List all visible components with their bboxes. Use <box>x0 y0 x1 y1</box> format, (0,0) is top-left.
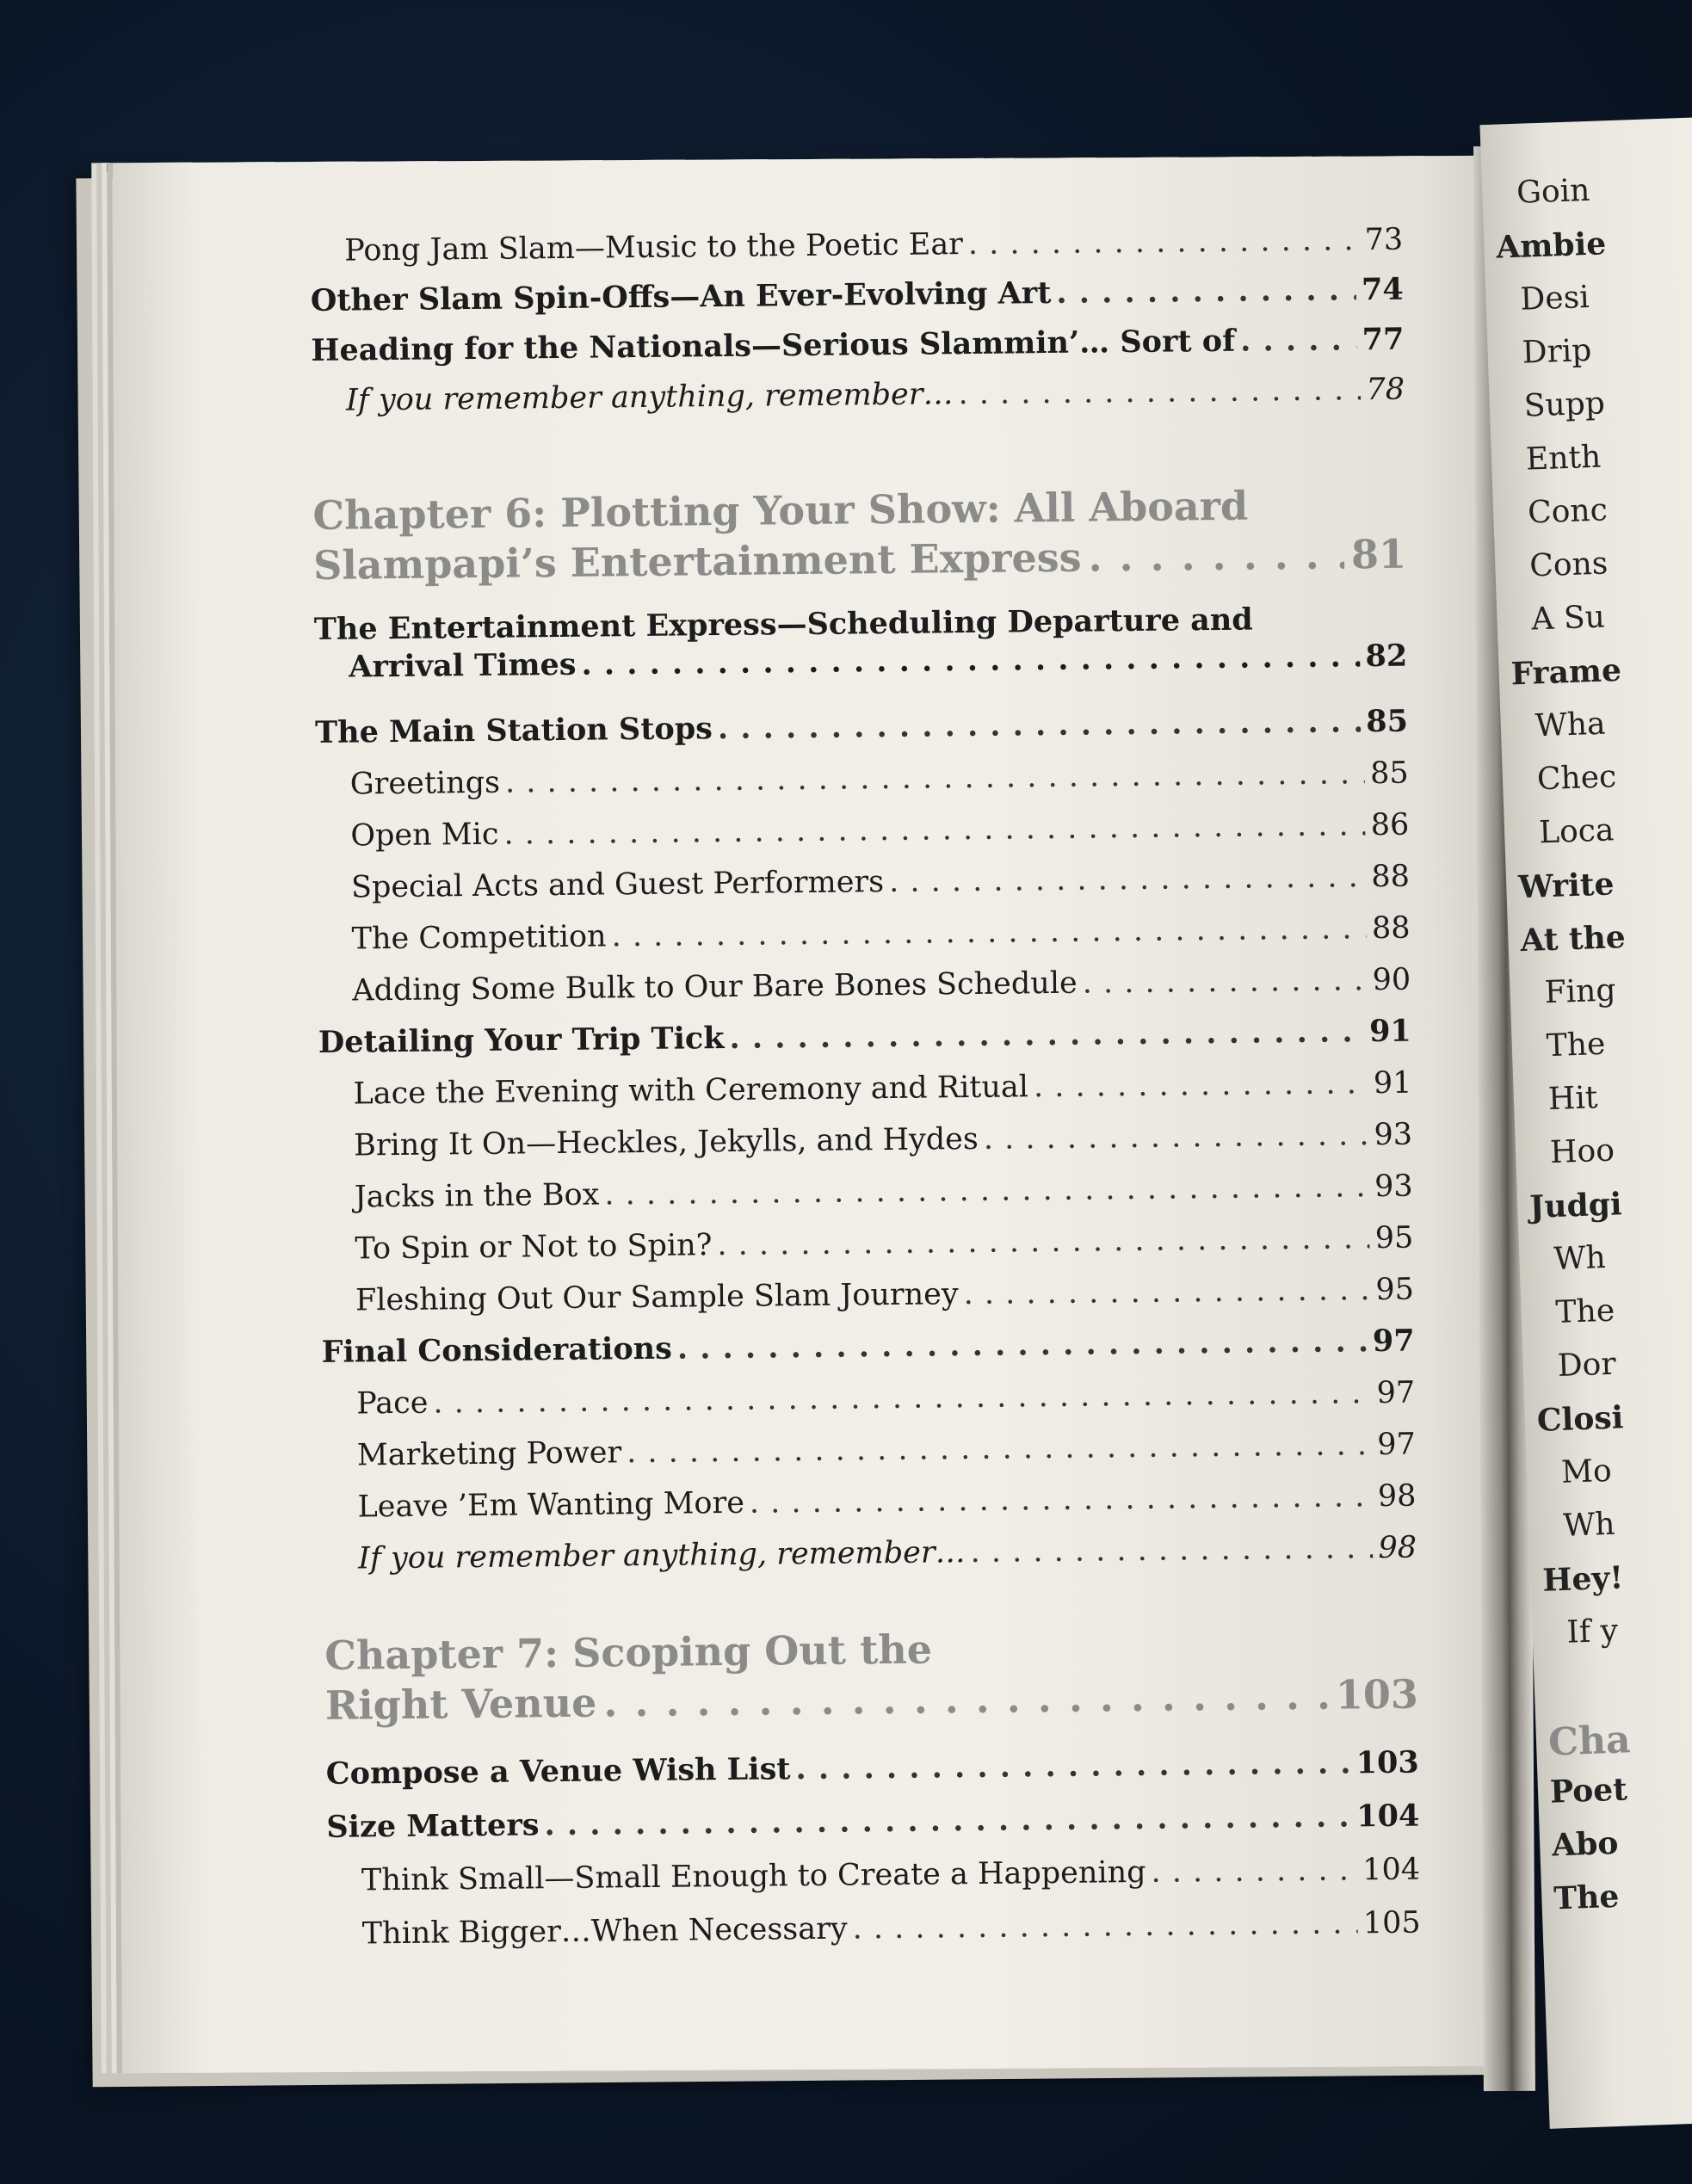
entry-page: 78 <box>1366 372 1405 408</box>
entry-page: 97 <box>1372 1323 1415 1360</box>
entry-label: Think Small—Small Enough to Create a Happening <box>361 1854 1146 1898</box>
chapter-7-page: 103 <box>1335 1670 1419 1718</box>
right-page-fragment: A Su <box>1530 599 1606 638</box>
entry-label-line1: The Entertainment Express—Scheduling Departure and <box>313 602 1253 647</box>
entry-label: Special Acts and Guest Performers <box>350 865 885 905</box>
leader-dots <box>611 910 1367 955</box>
right-page-fragment: Drip <box>1521 332 1593 371</box>
entry-label: Adding Some Bulk to Our Bare Bones Schedule <box>352 966 1078 1009</box>
entry-label: If you remember anything, remember… <box>357 1535 966 1576</box>
leader-dots <box>750 1478 1373 1522</box>
entry-page: 97 <box>1377 1427 1417 1463</box>
entry-page: 104 <box>1356 1798 1420 1835</box>
chapter-6-title-line1: Chapter 6: Plotting Your Show: All Aboard <box>312 482 1249 539</box>
entry-page: 93 <box>1374 1117 1413 1153</box>
entry-label: Compose a Venue Wish List <box>325 1751 791 1792</box>
leader-dots <box>604 1168 1369 1213</box>
entry-page: 95 <box>1375 1272 1415 1308</box>
entry-page: 95 <box>1374 1220 1414 1256</box>
right-page-fragment: Conc <box>1527 492 1609 531</box>
chapter-6-title-line2: Slampapi’s Entertainment Express <box>312 534 1082 589</box>
right-page-fragment: Dor <box>1557 1346 1617 1384</box>
entry-label: Jacks in the Box <box>354 1177 600 1215</box>
right-page-fragment: Chec <box>1536 759 1617 798</box>
right-page-fragment: Goin <box>1516 172 1591 211</box>
chapter-6-page: 81 <box>1350 530 1407 578</box>
entry-page: 85 <box>1366 703 1409 740</box>
right-page-fragment: Write <box>1517 866 1615 906</box>
entry-page: 105 <box>1362 1905 1421 1941</box>
leader-dots <box>852 1904 1358 1947</box>
right-page-fragment: Hoo <box>1549 1132 1615 1171</box>
right-page-fragment: Loca <box>1538 812 1615 851</box>
right-page-fragment: Wha <box>1535 706 1607 744</box>
chapter-7-title-line1: Chapter 7: Scoping Out the <box>324 1626 933 1679</box>
right-page-fragment: At the <box>1519 918 1627 959</box>
right-page-fragment: If y <box>1565 1613 1619 1650</box>
right-page-fragment: Hey! <box>1541 1559 1624 1599</box>
leader-dots <box>970 1529 1373 1571</box>
right-page-fragment: Mo <box>1560 1453 1613 1490</box>
leader-dots <box>889 858 1367 901</box>
leader-dots <box>1240 321 1357 360</box>
right-page-fragment: Fing <box>1543 972 1617 1011</box>
right-page-fragment: Wh <box>1553 1239 1607 1278</box>
right-page-fragment: Desi <box>1519 279 1590 318</box>
entry-page: 88 <box>1371 859 1411 895</box>
right-page-fragment: The <box>1553 1878 1620 1917</box>
right-page-fragment: Cha <box>1547 1718 1632 1765</box>
entry-label: Detailing Your Trip Tick <box>318 1021 725 1060</box>
entry-page: 103 <box>1355 1744 1419 1781</box>
entry-label: Size Matters <box>326 1807 540 1845</box>
entry-label: Heading for the Nationals—Serious Slammin’… Sort of <box>311 323 1236 368</box>
leader-dots <box>1056 271 1356 312</box>
entry-label: If you remember anything, remember… <box>345 377 954 418</box>
entry-page: 98 <box>1377 1478 1417 1515</box>
leader-dots <box>603 1670 1329 1728</box>
right-page-fragment: Frame <box>1510 651 1622 693</box>
entry-page: 97 <box>1376 1375 1416 1411</box>
leader-dots <box>958 371 1361 413</box>
leader-dots <box>963 1271 1370 1313</box>
entry-page: 74 <box>1361 271 1404 308</box>
right-page-fragment: Hit <box>1547 1080 1599 1118</box>
entry-page: 77 <box>1362 321 1405 358</box>
entry-label: Pace <box>356 1385 429 1422</box>
entry-page: 93 <box>1374 1169 1413 1205</box>
right-page-fragment: Cons <box>1528 546 1609 584</box>
entry-page: 90 <box>1372 962 1411 998</box>
leader-dots <box>984 1116 1369 1158</box>
entry-page: 91 <box>1373 1065 1412 1101</box>
right-page-fragment: The <box>1546 1026 1607 1064</box>
entry-label: Fleshing Out Our Sample Slam Journey <box>355 1277 959 1318</box>
entry-label: To Spin or Not to Spin? <box>355 1228 713 1267</box>
chapter-7-title-line2: Right Venue <box>324 1679 597 1729</box>
leader-dots <box>717 1219 1370 1264</box>
leader-dots <box>1034 1064 1368 1106</box>
chapter-6-heading <box>312 479 1406 590</box>
entry-label: Think Bigger…When Necessary <box>361 1911 848 1952</box>
entry-page: 82 <box>1365 638 1408 675</box>
entry-label: Marketing Power <box>356 1435 622 1473</box>
entry-page: 86 <box>1370 807 1410 843</box>
right-page-fragment: Abo <box>1551 1824 1620 1864</box>
right-page-fragment: Ambie <box>1495 225 1607 266</box>
entry-page: 85 <box>1369 756 1409 792</box>
right-page-fragment: Poet <box>1549 1771 1628 1811</box>
leader-dots <box>1083 961 1368 1002</box>
toc-entry-entertainment-express <box>314 600 1408 687</box>
entry-page: 98 <box>1378 1530 1417 1566</box>
leader-dots <box>729 1013 1364 1058</box>
entry-label: The Competition <box>351 919 607 957</box>
entry-label-line2: Arrival Times <box>349 646 577 685</box>
leader-dots <box>1088 529 1344 582</box>
leader-dots <box>1151 1851 1357 1891</box>
leader-dots <box>677 1323 1368 1367</box>
entry-label: Greetings <box>349 765 501 802</box>
right-page-fragment: Enth <box>1525 439 1602 478</box>
entry-page: 73 <box>1364 222 1404 258</box>
entry-page: 88 <box>1371 910 1411 947</box>
entry-page: 91 <box>1368 1013 1412 1050</box>
right-page-fragment: Wh <box>1562 1506 1616 1544</box>
entry-label: Pong Jam Slam—Music to the Poetic Ear <box>344 227 964 268</box>
right-page-fragment: The <box>1554 1293 1615 1330</box>
right-page-fragment: Closi <box>1536 1399 1624 1439</box>
leader-dots <box>627 1426 1373 1471</box>
entry-label: Leave ’Em Wanting More <box>357 1485 745 1525</box>
entry-label: Lace the Evening with Ceremony and Ritual <box>353 1070 1029 1112</box>
entry-label: Final Considerations <box>321 1330 673 1370</box>
leader-dots <box>718 703 1362 748</box>
entry-label: The Main Station Stops <box>314 711 713 750</box>
chapter-7-heading <box>324 1619 1418 1731</box>
entry-page: 104 <box>1362 1852 1421 1888</box>
right-page-fragment: Supp <box>1523 386 1606 424</box>
leader-dots <box>795 1744 1351 1788</box>
leader-dots <box>968 221 1360 263</box>
right-page-fragment: Judgi <box>1528 1186 1623 1225</box>
entry-label: Open Mic <box>350 817 499 854</box>
entry-label: Other Slam Spin-Offs—An Ever-Evolving Art <box>310 275 1052 318</box>
entry-label: Bring It On—Heckles, Jekylls, and Hydes <box>353 1121 979 1163</box>
